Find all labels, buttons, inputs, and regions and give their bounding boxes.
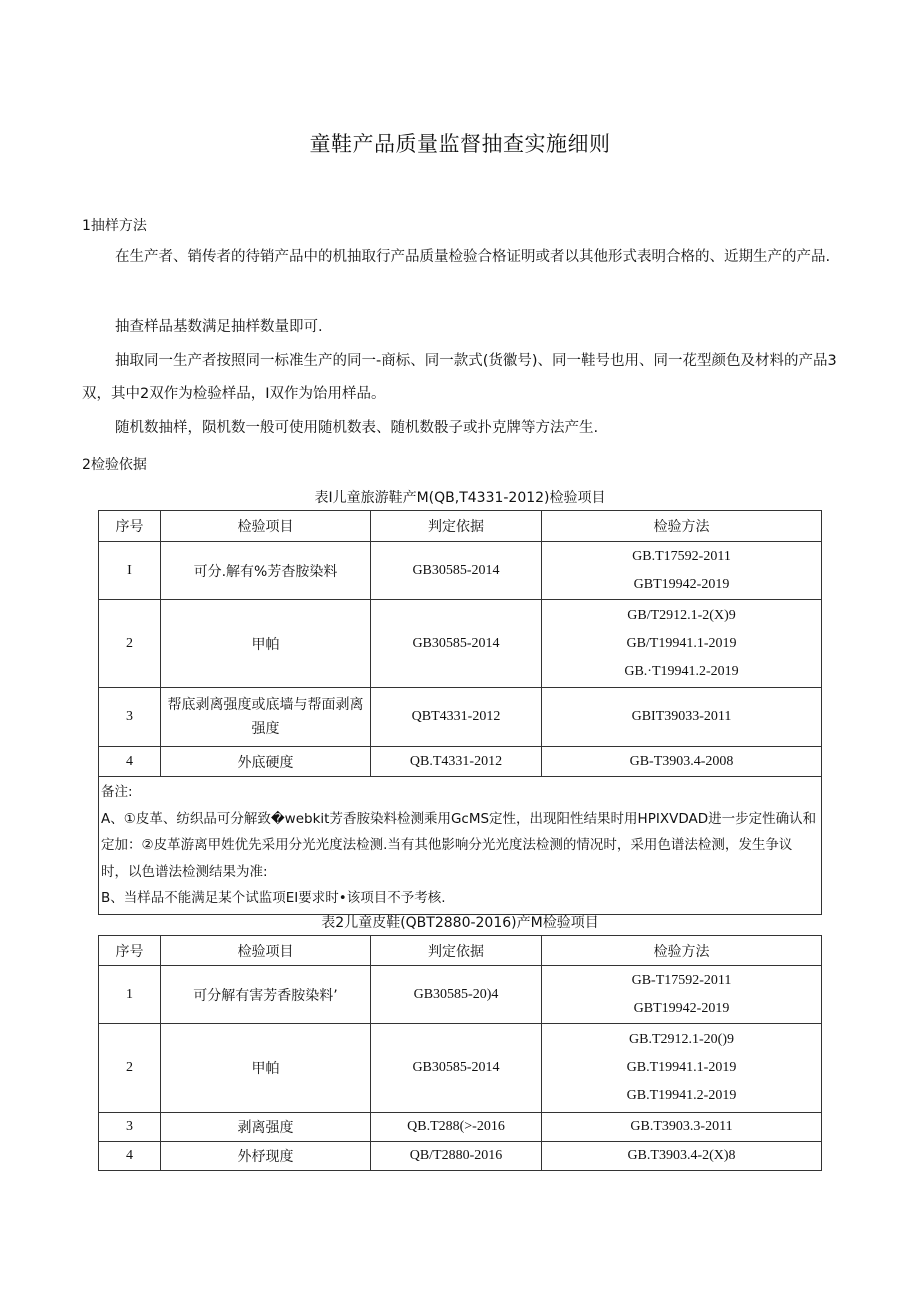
row-item: 外底硬度 — [161, 747, 371, 777]
row-number: 1 — [99, 966, 161, 1024]
method: GBIT39033-2011 — [631, 709, 732, 724]
row-basis: QB.T288(>-2016 — [371, 1113, 542, 1142]
table-row — [99, 1142, 822, 1171]
page-title: 童鞋产品质量监督抽查实施细则 — [309, 132, 611, 156]
row-methods — [542, 688, 822, 747]
header-cell: 检验项目 — [161, 511, 371, 542]
table-row — [99, 1113, 822, 1142]
row-basis: QB/T2880-2016 — [371, 1142, 542, 1171]
method: GB.T3903.3-2011 — [630, 1119, 733, 1134]
row-number: 4 — [99, 747, 161, 777]
header-cell: 检验方法 — [542, 936, 822, 966]
paragraph: 抽查样品基数满足抽样数量即可. — [115, 319, 323, 335]
row-basis: GB30585-2014 — [371, 1024, 542, 1113]
section-heading-sampling: 1抽样方法 — [82, 218, 147, 234]
note-b: B、当样品不能满足某个试监项EI要求时•该项目不予考核. — [101, 890, 446, 906]
row-methods — [542, 600, 822, 688]
table-row — [99, 1024, 822, 1113]
row-methods — [542, 1024, 822, 1113]
note-a: A、①皮革、纺织品可分解致�webkit芳香胺染料检测乘用GcMS定性，出现阳性结果时用HPIXVDAD进一步定性确认和定加：②皮革游离甲姓优先采用分光光度法检测.当有其他影响分光光度法检测的情况时，采用色谱法检测，发生争议时，以色谱法检测结果为准: — [101, 810, 817, 880]
row-basis: GB30585-20)4 — [371, 966, 542, 1024]
table-row — [99, 688, 822, 747]
header-cell: 序号 — [99, 511, 161, 542]
table-header-row — [99, 511, 822, 542]
row-methods — [542, 966, 822, 1024]
header-cell: 序号 — [99, 936, 161, 966]
method: GB/T2912.1-2(X)9 — [627, 607, 736, 623]
header-cell: 检验方法 — [542, 511, 822, 542]
row-methods — [542, 1113, 822, 1142]
method: GB/T19941.1-2019 — [626, 635, 737, 651]
header-cell: 检验项目 — [161, 936, 371, 966]
row-number: I — [99, 542, 161, 600]
row-methods — [542, 542, 822, 600]
table2 — [98, 935, 822, 1171]
row-item: 剥离强度 — [161, 1113, 371, 1142]
row-number: 2 — [99, 1024, 161, 1113]
method: GB.T2912.1-20()9 — [629, 1032, 734, 1047]
paragraph: 抽取同一生产者按照同一标准生产的同一-商标、同一款式(货徽号)、同一鞋号也用、同一花型颜色及材料的产品3双，其中2双作为检验样品，I双作为饴用样品。 — [82, 353, 837, 402]
paragraph: 在生产者、销传者的待销产品中的机抽取行产品质量检验合格证明或者以其他形式表明合格的、近期生产的产品. — [115, 249, 831, 265]
method: GBT19942-2019 — [633, 576, 730, 592]
row-basis: QBT4331-2012 — [371, 688, 542, 747]
row-methods — [542, 747, 822, 777]
row-basis: GB30585-2014 — [371, 542, 542, 600]
method: GB-T3903.4-2008 — [629, 753, 734, 769]
row-item: 可分解有害芳香胺染料’ — [161, 966, 371, 1024]
table-row — [99, 966, 822, 1024]
row-number: 3 — [99, 688, 161, 747]
method: GBT19942-2019 — [633, 1000, 730, 1016]
method: GB.T19941.2-2019 — [626, 1088, 737, 1103]
method: GB-T17592-2011 — [631, 972, 732, 988]
notes-row — [99, 777, 822, 915]
row-item: 可分.解有%芳杳胺染料 — [161, 542, 371, 600]
row-methods — [542, 1142, 822, 1171]
table-row — [99, 747, 822, 777]
notes-label: 备注: — [101, 784, 133, 800]
row-number: 2 — [99, 600, 161, 688]
row-number: 4 — [99, 1142, 161, 1171]
row-basis: QB.T4331-2012 — [371, 747, 542, 777]
row-item: 帮底剥离强度或底墙与帮面剥离强度 — [161, 688, 371, 747]
row-item: 外杼现度 — [161, 1142, 371, 1171]
table2-caption: 表2儿童皮鞋(QBT2880-2016)产M检验项目 — [321, 915, 599, 931]
section-heading-basis: 2检验依据 — [82, 457, 147, 473]
method: GB.T3903.4-2(X)8 — [627, 1148, 736, 1163]
row-basis: GB30585-2014 — [371, 600, 542, 688]
paragraph: 随机数抽样，陨机数一般可使用随机数表、随机数骰子或扑克牌等方法产生. — [115, 420, 599, 436]
table-row — [99, 542, 822, 600]
method: GB.·T19941.2-2019 — [624, 663, 739, 679]
row-number: 3 — [99, 1113, 161, 1142]
row-item: 甲帕 — [161, 1024, 371, 1113]
table-row — [99, 600, 822, 688]
notes-cell — [99, 777, 822, 915]
row-item: 甲帕 — [161, 600, 371, 688]
header-cell: 判定依据 — [371, 511, 542, 542]
method: GB.T17592-2011 — [632, 548, 731, 564]
table1-caption: 表I儿童旅游鞋产M(QB,T4331-2012)检验项目 — [314, 490, 606, 506]
method: GB.T19941.1-2019 — [626, 1060, 737, 1075]
header-cell: 判定依据 — [371, 936, 542, 966]
table-header-row — [99, 936, 822, 966]
table1 — [98, 510, 822, 915]
